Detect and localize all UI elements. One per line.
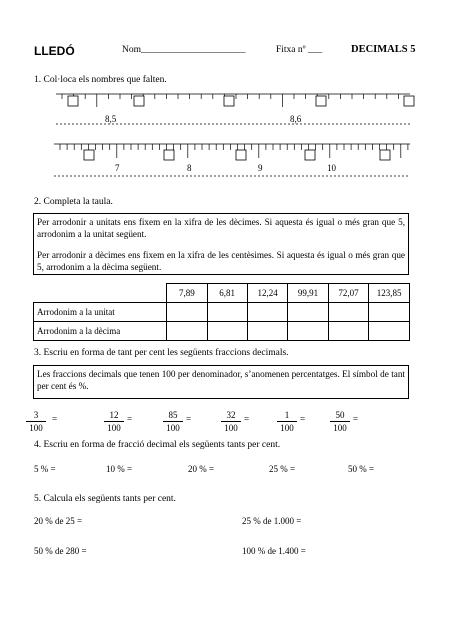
fraction-2: $\frac{12}{100}$ [104, 410, 124, 433]
answer-box [404, 96, 414, 106]
answer-box [68, 96, 78, 106]
ruler2-label-9: 9 [258, 163, 263, 173]
rounding-table [33, 283, 410, 341]
answer-cell[interactable] [167, 303, 207, 322]
column-header: 99,91 [288, 284, 328, 303]
answer-cell[interactable] [369, 303, 410, 322]
ruler1-label-8-6: 8,6 [290, 114, 302, 124]
answer-box [305, 150, 315, 160]
equals-sign: = [244, 414, 250, 424]
answer-cell[interactable] [247, 303, 287, 322]
equals-sign: = [300, 414, 306, 424]
q5-instruction: 5. Calcula els següents tants per cent. [34, 494, 176, 504]
answer-box [236, 150, 246, 160]
rounding-rule-units: Per arrodonir a unitats ens fixem en la xifra de les dècimes. Si aquesta és igual o més gran que 5, arrodonim a la unitat següent. [37, 217, 405, 239]
q5-item-3: 50 % de 280 = [34, 546, 87, 556]
answer-cell[interactable] [288, 303, 328, 322]
q3-instruction: 3. Escriu en forma de tant per cent les següents fraccions decimals. [34, 348, 289, 358]
number-line-rulers [0, 0, 452, 200]
q4-item-5: 5 % = [34, 464, 56, 474]
school-name: LLEDÓ [34, 44, 75, 58]
answer-cell[interactable] [207, 322, 247, 341]
q4-item-50: 50 % = [348, 464, 375, 474]
q4-item-20: 20 % = [188, 464, 215, 474]
q5-item-1: 20 % de 25 = [34, 516, 83, 526]
q4-item-25: 25 % = [269, 464, 296, 474]
fitxa-field: Fitxa nº ___ [276, 45, 323, 55]
equals-sign: = [127, 414, 133, 424]
answer-cell[interactable] [247, 322, 287, 341]
answer-cell[interactable] [288, 322, 328, 341]
q1-instruction: 1. Col·loca els nombres que falten. [34, 75, 167, 85]
fraction-3: $\frac{85}{100}$ [163, 410, 183, 433]
percentage-definition: Les fraccions decimals que tenen 100 per denominador, s’anomenen percentatges. El símbol de tant per cent és %. [37, 369, 405, 391]
q2-instruction: 2. Completa la taula. [34, 197, 113, 207]
table-row [34, 303, 410, 322]
percentage-definition-box [33, 365, 409, 399]
ruler2-label-10: 10 [327, 163, 336, 173]
answer-box [316, 96, 326, 106]
fraction-6: $\frac{50}{100}$ [330, 410, 350, 433]
column-header: 7,89 [167, 284, 207, 303]
table-header-row [34, 284, 410, 303]
column-header: 12,24 [247, 284, 287, 303]
fraction-1: $\frac{3}{100}$ [26, 410, 46, 433]
q5-item-4: 100 % de 1.400 = [242, 546, 306, 556]
answer-box [380, 150, 390, 160]
answer-box [84, 150, 94, 160]
ruler2-label-7: 7 [115, 163, 120, 173]
worksheet-title: DECIMALS 5 [351, 44, 416, 55]
answer-box [134, 96, 144, 106]
equals-sign: = [186, 414, 192, 424]
answer-cell[interactable] [167, 322, 207, 341]
q5-item-2: 25 % de 1.000 = [242, 516, 302, 526]
equals-sign: = [353, 414, 359, 424]
ruler2-label-8: 8 [187, 163, 192, 173]
answer-cell[interactable] [328, 303, 368, 322]
q4-item-10: 10 % = [106, 464, 133, 474]
answer-cell[interactable] [207, 303, 247, 322]
ruler1-label-8-5: 8,5 [105, 114, 117, 124]
name-field: Nom______________________ [122, 45, 246, 55]
row-label: Arrodonim a la dècima [34, 322, 167, 341]
rounding-rule-tenths: Per arrodonir a dècimes ens fixem en la xifra de les centèsimes. Si aquesta és igual o més gran que 5, arrodonim a la dècima següent. [37, 250, 405, 272]
column-header: 72,07 [328, 284, 368, 303]
rounding-rules-box [33, 213, 409, 275]
answer-cell[interactable] [369, 322, 410, 341]
answer-cell[interactable] [328, 322, 368, 341]
fraction-4: $\frac{32}{100}$ [221, 410, 241, 433]
q4-instruction: 4. Escriu en forma de fracció decimal els següents tants per cent. [34, 440, 281, 450]
fraction-5: $\frac{1}{100}$ [277, 410, 297, 433]
column-header: 6,81 [207, 284, 247, 303]
equals-sign: = [52, 414, 58, 424]
ruler-units [54, 144, 410, 176]
column-header: 123,85 [369, 284, 410, 303]
answer-box [164, 150, 174, 160]
table-row [34, 322, 410, 341]
answer-box [224, 96, 234, 106]
row-label: Arrodonim a la unitat [34, 303, 167, 322]
